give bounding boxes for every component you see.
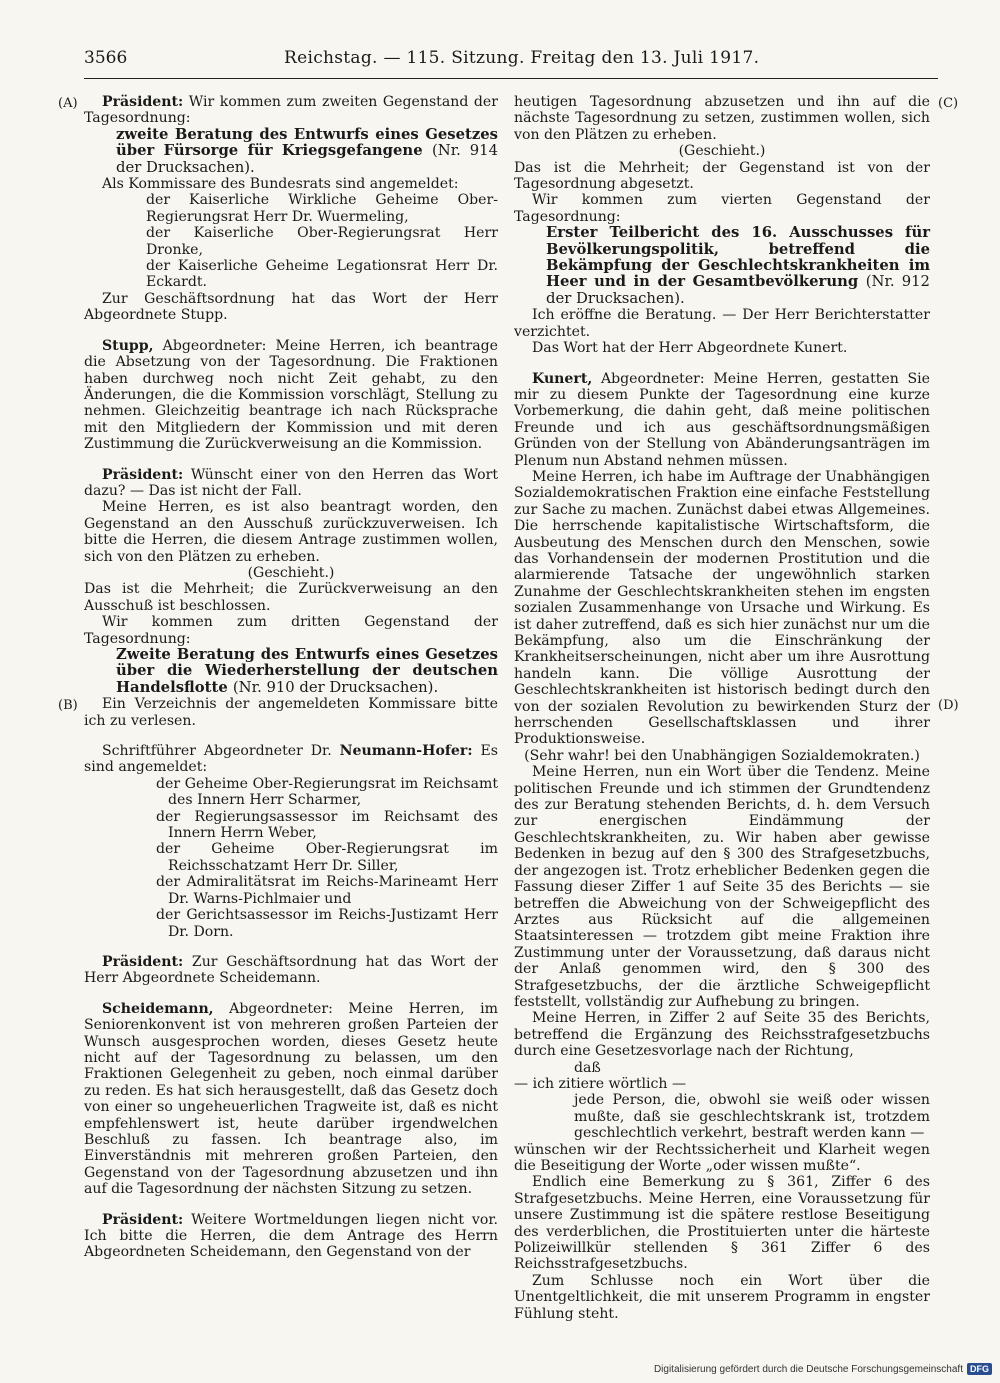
commissioner-entry: der Gerichtsassessor im Reichs-Justizamt Herr Dr. Dorn. [156, 907, 498, 940]
credit-text: Digitalisierung gefördert durch die Deutsche Forschungsgemeinschaft [653, 1363, 963, 1375]
speaker-name: Scheidemann, [102, 1000, 214, 1017]
paragraph: Das ist die Mehrheit; die Zurückverweisung an den Ausschuß ist beschlossen. [84, 581, 498, 614]
paragraph: Als Kommissare des Bundesrats sind angemeldet: [102, 176, 459, 193]
paragraph-text: Wünscht einer von den Herren das Wort dazu? — Das ist nicht der Fall. [84, 466, 498, 499]
paragraph-text: Abgeordneter: Meine Herren, ich beantrage die Absetzung von der Tagesordnung. Die Fraktionen haben durchweg noch nicht Zeit gehabt, zu den Änderungen, die die Kommission vorschlägt, Stellung zu nehmen. Gleichzeitig beantrage ich nach Rücksprache mit den Mitgliedern der Kommission und mit deren Zustimmung die Zurückverweisung an die Kommission. [84, 337, 498, 453]
interjection: (Sehr wahr! bei den Unabhängigen Sozialdemokraten.) [524, 747, 920, 764]
paragraph: Ich eröffne die Beratung. — Der Herr Berichterstatter verzichtet. [514, 307, 930, 340]
quotation: jede Person, die, obwohl sie weiß oder wissen mußte, daß sie geschlechtskrank ist, trotzdem geschlechtlich verkehrt, bestraft werden kann — [574, 1092, 930, 1142]
paragraph: Zum Schlusse noch ein Wort über die Unentgeltlichkeit, die mit unserem Programm in engster Fühlung steht. [514, 1272, 930, 1322]
commissioner-entry: der Kaiserliche Ober-Regierungsrat Herr Dronke, [146, 225, 498, 258]
paragraph: Zur Geschäftsordnung hat das Wort der Herr Abgeordnete Stupp. [84, 290, 498, 324]
paragraph [84, 1001, 498, 1198]
left-column [84, 94, 498, 1261]
paragraph: daß [574, 1059, 601, 1076]
stage-direction: (Geschieht.) [247, 564, 335, 581]
margin-marker-d: (D) [938, 698, 959, 713]
paragraph: Das ist die Mehrheit; der Gegenstand ist von der Tagesordnung abgesetzt. [514, 159, 930, 193]
commissioner-entry: der Admiralitätsrat im Reichs-Marineamt Herr Dr. Warns-Pichlmaier und [156, 874, 498, 907]
paragraph-text: Abgeordneter: Meine Herren, im Seniorenkonvent ist von mehreren großen Parteien der Wunsch ausgesprochen worden, dieses Gesetz heute nicht auf der Tagesordnung zu belassen, um den Fraktionen Gelegenheit zu geben, noch einmal darüber zu reden. Es hat sich herausgestellt, daß das Gesetz doch von einer so ungeheuerlichen Tragweite ist, daß es nicht empfehlenswert ist, heute darüber irgendwelchen Beschluß zu fassen. Ich beantrage also, im Einverständnis mit mehreren großen Parteien, den Gegenstand von der Tagesordnung abzusetzen und ihn auf die Tagesordnung der nächsten Sitzung zu setzen. [84, 1000, 498, 1198]
paragraph [84, 467, 498, 500]
agenda-title: Erster Teilbericht des 16. Ausschusses für Bevölkerungspolitik, betreffend die Bekämpfung der Geschlechtskrankheiten im Heer und in der Gesamtbevölkerung [546, 224, 930, 291]
paragraph [84, 954, 498, 987]
right-column [514, 94, 930, 1322]
commissioner-entry: der Kaiserliche Geheime Legationsrat Herr Dr. Eckardt. [146, 258, 498, 291]
paragraph: Wir kommen zum vierten Gegenstand der Tagesordnung: [514, 192, 930, 225]
speaker-name: Kunert, [532, 370, 593, 387]
commissioner-entry: der Geheime Ober-Regierungsrat im Reichsamt des Innern Herr Scharmer, [156, 775, 498, 809]
agenda-heading [84, 647, 498, 696]
paragraph [84, 94, 498, 127]
margin-marker-c: (C) [938, 96, 959, 111]
margin-marker-b: (B) [58, 698, 78, 713]
paragraph-text: Es sind angemeldet: [84, 743, 498, 776]
agenda-title: Zweite Beratung des Entwurfs eines Gesetzes über die Wiederherstellung der deutschen Handelsflotte [116, 646, 498, 696]
paragraph-text: Weitere Wortmeldungen liegen nicht vor. Ich bitte die Herren, die dem Antrage des Herrn Abgeordneten Scheidemann, den Gegenstand von der [84, 1211, 498, 1261]
agenda-title: zweite Beratung des Entwurfs eines Gesetzes über Fürsorge für Kriegsgefangene [116, 125, 498, 160]
speaker-name: Präsident: [102, 94, 184, 110]
paragraph: — ich zitiere wörtlich — [514, 1075, 687, 1092]
margin-marker-a: (A) [58, 96, 78, 111]
speaker-prefix: Schriftführer Abgeordneter Dr. [102, 743, 332, 760]
speaker-name: Neumann-Hofer: [339, 743, 473, 760]
paragraph: Meine Herren, nun ein Wort über die Tendenz. Meine politischen Freunde und ich stimmen der Grundtendenz des zur Beratung stehenden Berichts, d. h. dem Versuch zur energischen Eindämmung der Geschlechtskrankheiten, zu. Wir haben aber gewisse Bedenken in bezug auf den § 300 des Strafgesetzbuchs, der angezogen ist. Trotz erheblicher Bedenken gegen die Fassung dieser Ziffer 1 auf Seite 35 des Berichts — sie betreffen die Abweichung von der Schweigepflicht des Arztes aus Rücksicht auf die allgemeinen Staatsinteressen — trotzdem gibt meine Fraktion ihre Zustimmung unter der Voraussetzung, daß daraus nicht der Anlaß genommen wird, den § 300 des Strafgesetzbuchs, der die ärztliche Schweigepflicht feststellt, vollständig zur Aufhebung zu bringen. [514, 764, 930, 1010]
digitization-credit [654, 1363, 992, 1375]
agenda-reference: (Nr. 914 der Drucksachen). [116, 142, 498, 176]
paragraph: Meine Herren, in Ziffer 2 auf Seite 35 des Berichts, betreffend die Ergänzung des Reichsstrafgesetzbuchs durch eine Gesetzesvorlage nach der Richtung, [514, 1010, 930, 1060]
agenda-reference: (Nr. 912 der Drucksachen). [546, 273, 930, 307]
stage-direction: (Geschieht.) [678, 143, 766, 160]
paragraph: wünschen wir der Rechtssicherheit und Klarheit wegen die Beseitigung der Worte „oder wissen mußte“. [514, 1141, 930, 1174]
agenda-reference: (Nr. 910 der Drucksachen). [232, 678, 439, 696]
paragraph: Das Wort hat der Herr Abgeordnete Kunert. [532, 340, 848, 357]
paragraph [84, 338, 498, 453]
paragraph [514, 371, 930, 469]
commissioner-entry: der Geheime Ober-Regierungsrat im Reichsschatzamt Herr Dr. Siller, [156, 841, 498, 874]
commissioner-entry: der Regierungsassessor im Reichsamt des Innern Herrn Weber, [156, 808, 498, 842]
paragraph [84, 743, 498, 776]
page-header [84, 48, 938, 79]
paragraph: heutigen Tagesordnung abzusetzen und ihn auf die nächste Tagesordnung zu setzen, zustimmen wollen, sich von den Plätzen zu erheben. [514, 94, 930, 143]
commissioner-entry: der Kaiserliche Wirkliche Geheime Ober-Regierungsrat Herr Dr. Wuermeling, [146, 192, 498, 225]
paragraph-text: Abgeordneter: Meine Herren, gestatten Sie mir zu diesem Punkte der Tagesordnung eine kurze Vorbemerkung, die dahin geht, daß meine politischen Freunde und ich aus geschäftsordnungsmäßigen Gründen von der Stellung von Abänderungsanträgen im Plenum nun Abstand nehmen müssen. [514, 370, 930, 469]
paragraph [84, 1212, 498, 1261]
speaker-name: Stupp, [102, 337, 154, 354]
dfg-logo: DFG [967, 1363, 992, 1375]
speaker-name: Präsident: [102, 1211, 184, 1228]
paragraph: Ein Verzeichnis der angemeldeten Kommissare bitte ich zu verlesen. [84, 696, 498, 729]
page-number: 3566 [84, 48, 128, 68]
paragraph: Meine Herren, ich habe im Auftrage der Unabhängigen Sozialdemokratischen Fraktion eine einfache Feststellung zur Sache zu machen. Zunächst dabei etwas Allgemeines. Die herrschende kapitalistische Wirtschaftsform, die Ausbeutung des Menschen durch den Menschen, sowie das Vorhandensein der modernen Prostitution und die alarmierende Tatsache der ungewöhnlich starken Zunahme der Geschlechtskrankheiten stehen im engsten sozialen Zusammenhange von Ursache und Wirkung. Es ist daher zutreffend, daß es sich hier zunächst nur um die Bekämpfung, also um die Einschränkung der Krankheitserscheinungen, nicht aber um ihre Ausrottung handeln kann. Die völlige Ausrottung der Geschlechtskrankheiten ist historisch bedingt durch den von der sozialen Revolution zu bewirkenden Sturz der herrschenden Gesellschaftsklassen und ihrer Produktionsweise. [514, 468, 930, 748]
paragraph: Meine Herren, es ist also beantragt worden, den Gegenstand an den Ausschuß zurückzuverweisen. Ich bitte die Herren, die diesem Antrage zustimmen wollen, sich von den Plätzen zu erheben. [84, 499, 498, 565]
running-title: Reichstag. — 115. Sitzung. Freitag den 13. Juli 1917. [284, 48, 760, 68]
speaker-name: Präsident: [102, 466, 184, 483]
paragraph: Wir kommen zum dritten Gegenstand der Tagesordnung: [84, 614, 498, 647]
paragraph: Endlich eine Bemerkung zu § 361, Ziffer 6 des Strafgesetzbuchs. Meine Herren, eine Voraussetzung für unsere Zustimmung ist die spätere restlose Beseitigung des verderblichen, die Prostituierten unter die härteste Polizeiwillkür stellenden § 361 Ziffer 6 des Reichsstrafgesetzbuchs. [514, 1174, 930, 1273]
paragraph-text: Wir kommen zum zweiten Gegenstand der Tagesordnung: [84, 94, 498, 127]
speaker-name: Präsident: [102, 953, 184, 970]
paragraph-text: Zur Geschäftsordnung hat das Wort der Herr Abgeordnete Scheidemann. [84, 953, 498, 987]
agenda-heading [84, 127, 498, 176]
agenda-heading [514, 225, 930, 307]
